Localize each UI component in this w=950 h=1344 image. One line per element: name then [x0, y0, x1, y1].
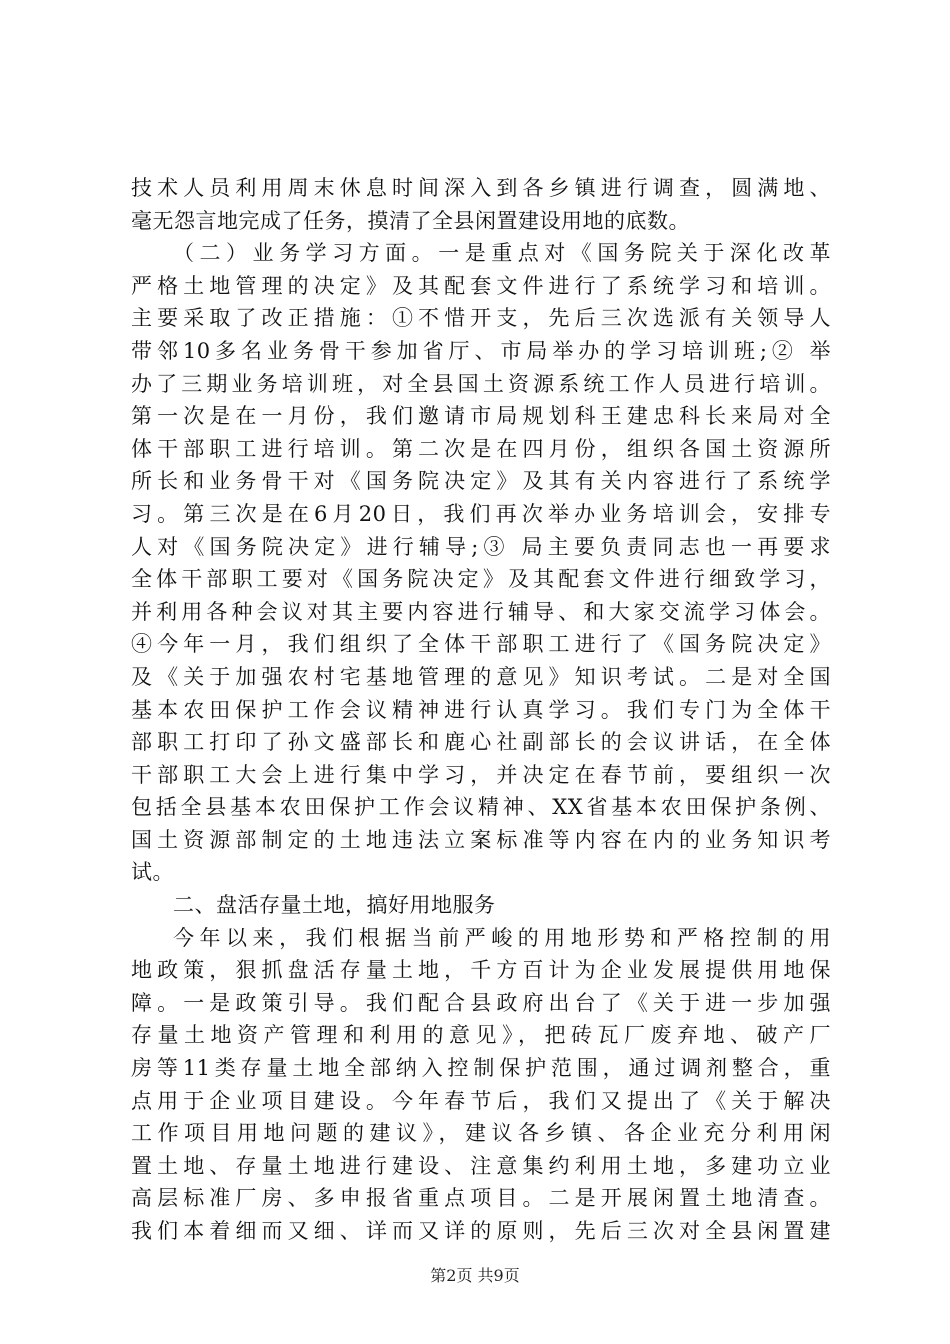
document-body [131, 172, 831, 1248]
text-line: 及《关于加强农村宅基地管理的意见》知识考试。二是对全国 [131, 664, 831, 689]
page-footer [0, 1263, 950, 1286]
text-line: 严格土地管理的决定》及其配套文件进行了系统学习和培训。 [131, 273, 831, 298]
text-line: 工作项目用地问题的建议》，建议各乡镇、各企业充分利用闲 [131, 1121, 831, 1146]
text-line: 带邻10多名业务骨干参加省厅、市局举办的学习培训班;② 举 [131, 338, 831, 363]
text-line: 地政策，狠抓盘活存量土地，千方百计为企业发展提供用地保 [131, 958, 831, 983]
page-number-label: 第2页 共9页 [430, 1266, 520, 1285]
text-line: 主要采取了改正措施：①不惜开支，先后三次选派有关领导人 [131, 306, 831, 331]
text-line: 全体干部职工要对《国务院决定》及其配套文件进行细致学习， [131, 567, 831, 592]
text-line: ④今年一月，我们组织了全体干部职工进行了《国务院决定》 [131, 632, 831, 657]
text-line: 包括全县基本农田保护工作会议精神、XX省基本农田保护条例、 [131, 795, 831, 820]
text-line: 并利用各种会议对其主要内容进行辅导、和大家交流学习体会。 [131, 599, 831, 624]
text-line: 习。第三次是在6月20日，我们再次举办业务培训会，安排专 [131, 501, 831, 526]
text-line: 置土地、存量土地进行建设、注意集约利用土地，多建功立业 [131, 1153, 831, 1178]
text-line: 基本农田保护工作会议精神进行认真学习。我们专门为全体干 [131, 697, 831, 722]
text-line: 房等11类存量土地全部纳入控制保护范围，通过调剂整合，重 [131, 1056, 831, 1081]
text-line: 点用于企业项目建设。今年春节后，我们又提出了《关于解决 [131, 1088, 831, 1113]
text-line: 毫无怨言地完成了任务，摸清了全县闲置建设用地的底数。 [131, 208, 690, 233]
text-line: 技术人员利用周末休息时间深入到各乡镇进行调查，圆满地、 [131, 176, 831, 200]
text-line: 办了三期业务培训班，对全县国土资源系统工作人员进行培训。 [131, 371, 831, 396]
text-line: 二、盘活存量土地，搞好用地服务 [173, 893, 496, 918]
text-line: 干部职工大会上进行集中学习，并决定在春节前，要组织一次 [131, 762, 831, 787]
text-line: 障。一是政策引导。我们配合县政府出台了《关于进一步加强 [131, 990, 831, 1015]
text-line: 第一次是在一月份，我们邀请市局规划科王建忠科长来局对全 [131, 404, 831, 429]
text-line: 今年以来，我们根据当前严峻的用地形势和严格控制的用 [173, 925, 831, 950]
text-line: 体干部职工进行培训。第二次是在四月份，组织各国土资源所 [131, 436, 831, 461]
text-line: 所长和业务骨干对《国务院决定》及其有关内容进行了系统学 [131, 469, 831, 494]
text-line: 试。 [131, 860, 174, 885]
text-line: 国土资源部制定的土地违法立案标准等内容在内的业务知识考 [131, 827, 831, 852]
text-line: 存量土地资产管理和利用的意见》，把砖瓦厂废弃地、破产厂 [131, 1023, 831, 1048]
text-line: 高层标准厂房、多申报省重点项目。二是开展闲置土地清查。 [131, 1186, 831, 1211]
text-line: （二）业务学习方面。一是重点对《国务院关于深化改革 [173, 241, 831, 266]
text-line: 人对《国务院决定》进行辅导;③ 局主要负责同志也一再要求 [131, 534, 831, 559]
text-line: 我们本着细而又细、详而又详的原则，先后三次对全县闲置建 [131, 1219, 831, 1243]
text-line: 部职工打印了孙文盛部长和鹿心社副部长的会议讲话，在全体 [131, 730, 831, 755]
